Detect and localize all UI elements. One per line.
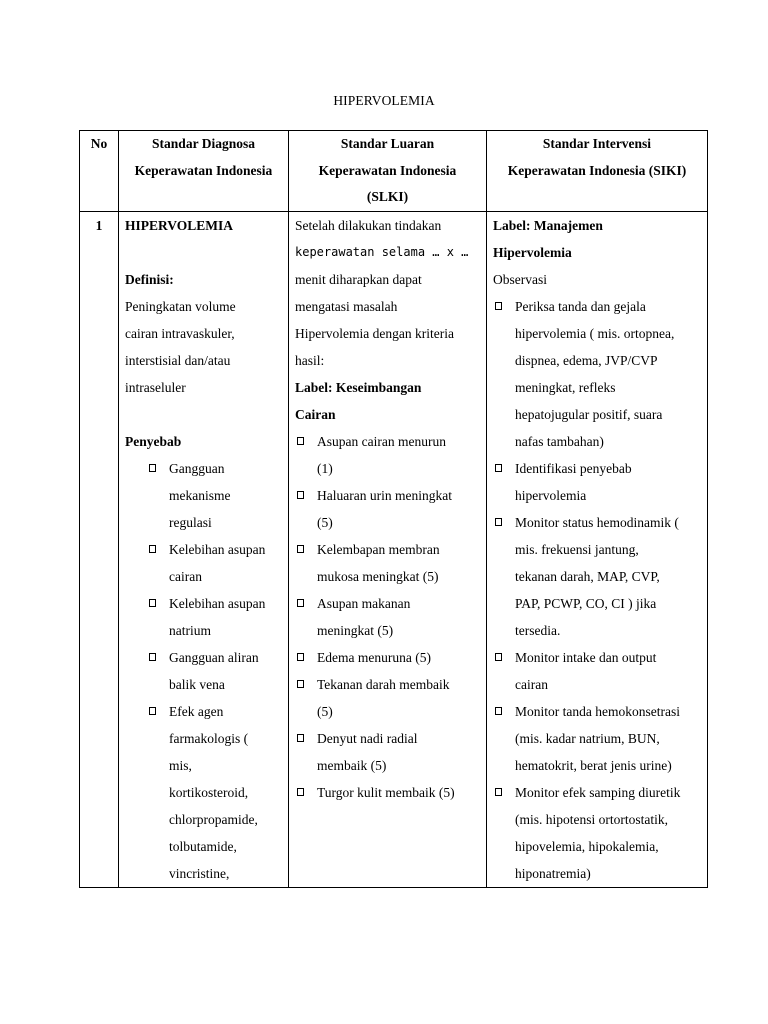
header-sdki	[119, 131, 289, 212]
row-number: 1	[80, 212, 119, 888]
kriteria-list	[295, 428, 480, 806]
list-item-line: hipervolemia ( mis. ortopnea,	[515, 326, 675, 341]
checkbox-square-icon	[297, 599, 304, 607]
list-item	[295, 644, 480, 671]
slki-intro-line: Setelah dilakukan tindakan	[295, 218, 442, 233]
header-line: Keperawatan Indonesia	[134, 162, 273, 178]
list-item-line: mis. frekuensi jantung,	[515, 542, 639, 557]
list-item	[147, 698, 282, 887]
checkbox-square-icon	[297, 680, 304, 688]
list-item	[295, 536, 480, 590]
list-item-line: mukosa meningkat (5)	[317, 569, 439, 584]
checkbox-square-icon	[495, 788, 502, 796]
list-item-line: Monitor tanda hemokonsetrasi	[515, 704, 680, 719]
list-item-line: cairan	[169, 569, 202, 584]
penyebab-label: Penyebab	[125, 434, 182, 449]
list-item	[493, 698, 701, 779]
list-item	[295, 779, 480, 806]
definisi-line: cairan intravaskuler,	[125, 326, 235, 341]
slki-intro-line: Hipervolemia dengan kriteria	[295, 326, 454, 341]
list-item-line: Monitor status hemodinamik (	[515, 515, 679, 530]
list-item-line: hepatojugular positif, suara	[515, 407, 663, 422]
slki-intro-line: hasil:	[295, 353, 325, 368]
list-item-line: Gangguan aliran	[169, 650, 259, 665]
list-item-line: hipovelemia, hipokalemia,	[515, 839, 659, 854]
checkbox-square-icon	[495, 518, 502, 526]
slki-intro-line: mengatasi masalah	[295, 299, 398, 314]
checkbox-square-icon	[297, 788, 304, 796]
list-item-line: mekanisme	[169, 488, 231, 503]
list-item-line: hipervolemia	[515, 488, 587, 503]
list-item-line: regulasi	[169, 515, 212, 530]
definisi-label: Definisi:	[125, 272, 174, 287]
checkbox-square-icon	[297, 653, 304, 661]
header-line: Keperawatan Indonesia	[318, 162, 457, 178]
list-item-line: (5)	[317, 515, 333, 530]
table-header-row	[80, 131, 708, 212]
sdki-cell	[119, 212, 289, 888]
diagnosis-name: HIPERVOLEMIA	[125, 218, 234, 233]
list-item-line: farmakologis (	[169, 731, 249, 746]
header-line: Standar Intervensi	[542, 136, 652, 151]
checkbox-square-icon	[297, 545, 304, 553]
definisi-line: intraseluler	[125, 380, 186, 395]
list-item-line: meningkat (5)	[317, 623, 394, 638]
siki-label: Hipervolemia	[493, 245, 572, 260]
penyebab-list	[125, 455, 282, 887]
header-line: Keperawatan Indonesia (SIKI)	[507, 162, 687, 178]
list-item-line: (mis. hipotensi ortortostatik,	[515, 812, 668, 827]
list-item-line: dispnea, edema, JVP/CVP	[515, 353, 658, 368]
list-item-line: mis,	[169, 758, 192, 773]
list-item-line: nafas tambahan)	[515, 434, 604, 449]
checkbox-square-icon	[495, 464, 502, 472]
observasi-heading: Observasi	[493, 272, 547, 287]
list-item	[295, 671, 480, 725]
nursing-care-table	[79, 130, 708, 888]
checkbox-square-icon	[495, 653, 502, 661]
list-item-line: Turgor kulit membaik (5)	[317, 785, 455, 800]
list-item-line: PAP, PCWP, CO, CI ) jika	[515, 596, 657, 611]
checkbox-square-icon	[149, 545, 156, 553]
list-item-line: Monitor intake dan output	[515, 650, 657, 665]
header-no: No	[80, 131, 119, 212]
header-line: Standar Luaran	[340, 136, 435, 151]
list-item	[147, 536, 282, 590]
checkbox-square-icon	[149, 599, 156, 607]
list-item-line: hematokrit, berat jenis urine)	[515, 758, 672, 773]
list-item-line: (5)	[317, 704, 333, 719]
list-item	[493, 779, 701, 887]
list-item-line: natrium	[169, 623, 211, 638]
list-item-line: membaik (5)	[317, 758, 387, 773]
list-item-line: Kelebihan asupan	[169, 596, 266, 611]
list-item-line: Kelembapan membran	[317, 542, 440, 557]
table-row	[80, 212, 708, 888]
header-line: Standar Diagnosa	[152, 136, 255, 151]
list-item	[147, 644, 282, 698]
checkbox-square-icon	[149, 707, 156, 715]
document-title: HIPERVOLEMIA	[333, 93, 435, 108]
list-item-line: meningkat, refleks	[515, 380, 616, 395]
list-item-line: Gangguan	[169, 461, 225, 476]
checkbox-square-icon	[149, 464, 156, 472]
list-item	[295, 725, 480, 779]
list-item-line: vincristine,	[169, 866, 230, 881]
definisi-line: interstisial dan/atau	[125, 353, 231, 368]
list-item-line: (mis. kadar natrium, BUN,	[515, 731, 660, 746]
list-item-line: balik vena	[169, 677, 225, 692]
list-item-line: (1)	[317, 461, 333, 476]
list-item-line: Monitor efek samping diuretik	[515, 785, 681, 800]
slki-cell	[289, 212, 487, 888]
definisi-line: Peningkatan volume	[125, 299, 236, 314]
list-item-line: Identifikasi penyebab	[515, 461, 632, 476]
slki-label: Label: Keseimbangan	[295, 380, 422, 395]
list-item	[295, 590, 480, 644]
list-item-line: Kelebihan asupan	[169, 542, 266, 557]
list-item	[147, 455, 282, 536]
list-item	[147, 590, 282, 644]
list-item-line: Edema menuruna (5)	[317, 650, 431, 665]
checkbox-square-icon	[297, 491, 304, 499]
list-item	[493, 455, 701, 509]
list-item-line: kortikosteroid,	[169, 785, 249, 800]
list-item-line: Asupan cairan menurun	[317, 434, 446, 449]
list-item	[493, 509, 701, 644]
list-item-line: tolbutamide,	[169, 839, 237, 854]
list-item	[295, 482, 480, 536]
header-siki	[487, 131, 708, 212]
list-item-line: Efek agen	[169, 704, 224, 719]
slki-label: Cairan	[295, 407, 336, 422]
list-item-line: Tekanan darah membaik	[317, 677, 450, 692]
header-slki	[289, 131, 487, 212]
list-item-line: chlorpropamide,	[169, 812, 258, 827]
intervensi-list	[493, 293, 701, 887]
slki-intro-line: keperawatan selama … x …	[295, 245, 469, 259]
checkbox-square-icon	[495, 707, 502, 715]
list-item-line: cairan	[515, 677, 548, 692]
siki-cell	[487, 212, 708, 888]
list-item-line: Asupan makanan	[317, 596, 411, 611]
header-line: (SLKI)	[366, 189, 409, 204]
checkbox-square-icon	[297, 734, 304, 742]
list-item-line: Haluaran urin meningkat	[317, 488, 452, 503]
checkbox-square-icon	[297, 437, 304, 445]
checkbox-square-icon	[495, 302, 502, 310]
list-item-line: tekanan darah, MAP, CVP,	[515, 569, 660, 584]
checkbox-square-icon	[149, 653, 156, 661]
list-item-line: hiponatremia)	[515, 866, 591, 881]
siki-label: Label: Manajemen	[493, 218, 603, 233]
list-item	[493, 644, 701, 698]
list-item-line: Denyut nadi radial	[317, 731, 418, 746]
list-item-line: tersedia.	[515, 623, 561, 638]
list-item-line: Periksa tanda dan gejala	[515, 299, 646, 314]
slki-intro-line: menit diharapkan dapat	[295, 272, 422, 287]
list-item	[295, 428, 480, 482]
list-item	[493, 293, 701, 455]
